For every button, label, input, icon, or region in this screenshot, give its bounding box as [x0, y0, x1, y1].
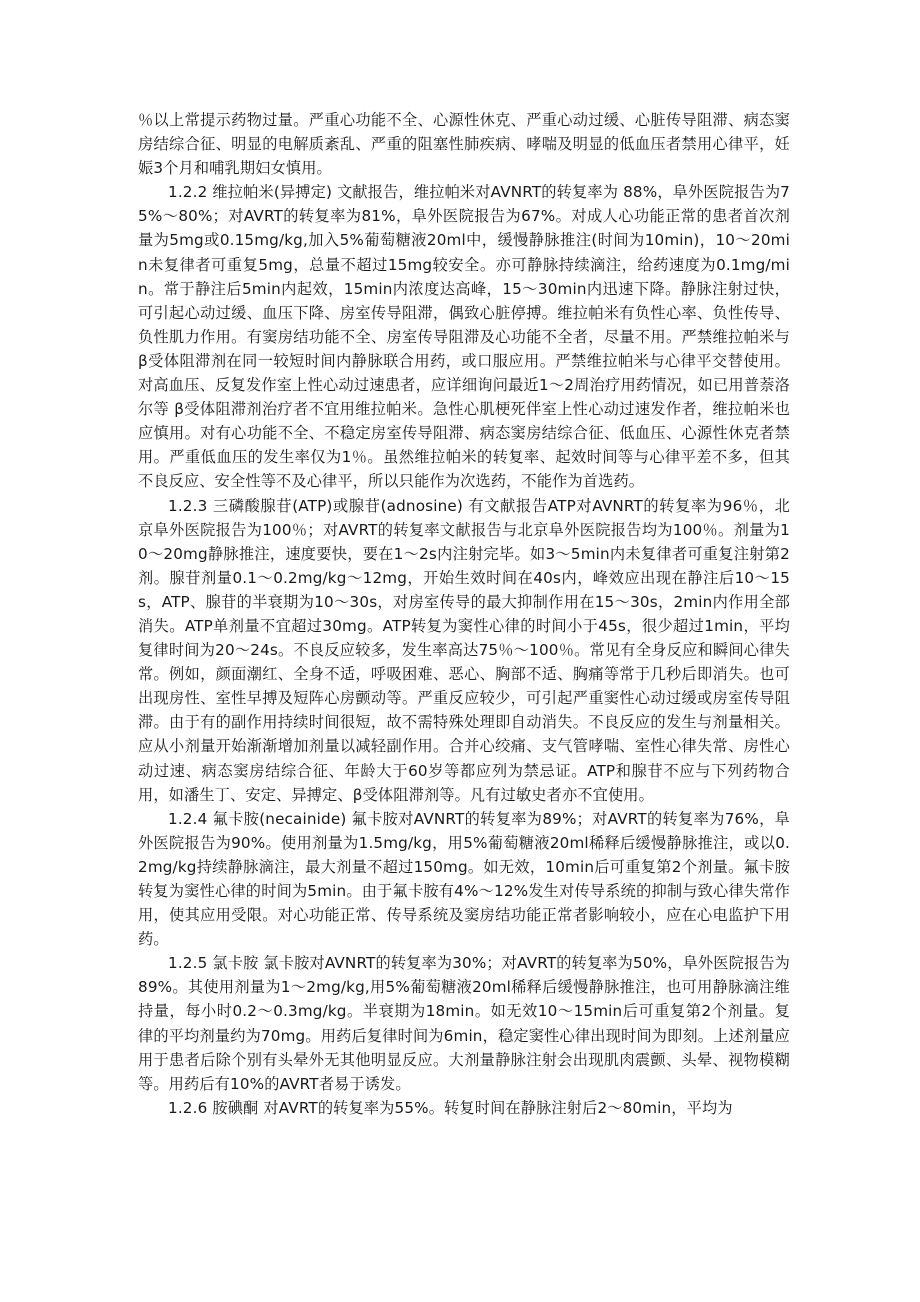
- paragraph-text: 文献报告，维拉帕米对AVNRT的转复率为 88%，阜外医院报告为75%～80%；对AVRT的转复率为81%，阜外医院报告为67%。对成人心功能正常的患者首次剂量为5mg或0.15mg/kg,加入5%葡萄糖液20ml中，缓慢静脉推注(时间为10min)，10～20min未复律者可重复5mg，总量不超过15mg较安全。亦可静脉持续滴注，给药速度为0.1mg/min。常于静注后5min内起效，15min内浓度达高峰，15～30min内迅速下降。静脉注射过快，可引起心动过缓、血压下降、房室传导阻滞，偶致心脏停搏。维拉帕米有负性心率、负性传导、负性肌力作用。有窦房结功能不全、房室传导阻滞及心功能不全者，尽量不用。严禁维拉帕米与β受体阻滞剂在同一较短时间内静脉联合用药，或口服应用。严禁维拉帕米与心律平交替使用。对高血压、反复发作室上性心动过速患者，应详细询问最近1～2周治疗用药情况，如已用普萘洛尔等 β受体阻滞剂治疗者不宜用维拉帕米。急性心肌梗死伴室上性心动过速发作者，维拉帕米也应慎用。对有心功能不全、不稳定房室传导阻滞、病态窦房结综合征、低血压、心源性休克者禁用。严重低血压的发生率仅为1％。虽然维拉帕米的转复率、起效时间等与心律平差不多，但其不良反应、安全性等不及心律平，所以只能作为次选药，不能作为首选药。: [138, 183, 790, 491]
- paragraph-heading: 1.2.3 三磷酸腺苷(ATP)或腺苷(adnosine): [168, 496, 463, 515]
- paragraph-amiodarone: [138, 1096, 790, 1120]
- paragraph-heading: 1.2.4 氟卡胺(necainide): [168, 809, 347, 828]
- paragraph-text: 对AVRT的转复率为55%。转复时间在静脉注射后2～80min，平均为: [258, 1098, 733, 1117]
- paragraph-text: 氯卡胺对AVNRT的转复率为30%；对AVRT的转复率为50%，阜外医院报告为89%。其使用剂量为1～2mg/kg,用5%葡萄糖液20ml稀释后缓慢静脉推注，也可用静脉滴注维持量，每小时0.2～0.3mg/kg。半衰期为18min。如无效10～15min后可重复第2个剂量。复律的平均剂量约为70mg。用药后复律时间为6min，稳定窦性心律出现时间为即刻。上述剂量应用于患者后除个别有头晕外无其他明显反应。大剂量静脉注射会出现肌肉震颤、头晕、视物模糊等。用药后有10%的AVRT者易于诱发。: [138, 954, 790, 1093]
- paragraph-atp: [138, 494, 790, 807]
- paragraph-verapamil: [138, 180, 790, 493]
- paragraph-text: ％以上常提示药物过量。严重心功能不全、心源性休克、严重心动过缓、心脏传导阻滞、病态窦房结综合征、明显的电解质紊乱、严重的阻塞性肺疾病、哮喘及明显的低血压者禁用心律平，妊娠3个月和哺乳期妇女慎用。: [138, 111, 790, 178]
- paragraph-heading: 1.2.2 维拉帕米(异搏定): [168, 183, 333, 202]
- document-body: [138, 108, 790, 1120]
- paragraph-lorcainide: [138, 951, 790, 1096]
- paragraph-1: [138, 108, 790, 180]
- paragraph-text: 氟卡胺对AVNRT的转复率为89%；对AVRT的转复率为76%，阜外医院报告为90%。使用剂量为1.5mg/kg，用5%葡萄糖液20ml稀释后缓慢静脉推注，或以0.2mg/kg持续静脉滴注，最大剂量不超过150mg。如无效，10min后可重复第2个剂量。氟卡胺转复为窦性心律的时间为5min。由于氟卡胺有4%～12%发生对传导系统的抑制与致心律失常作用，使其应用受限。对心功能正常、传导系统及窦房结功能正常者影响较小，应在心电监护下用药。: [138, 809, 790, 949]
- paragraph-heading: 1.2.6 胺碘酮: [168, 1098, 259, 1117]
- paragraph-heading: 1.2.5 氯卡胺: [168, 954, 259, 973]
- paragraph-flecainide: [138, 807, 790, 952]
- paragraph-text: 有文献报告ATP对AVNRT的转复率为96％，北京阜外医院报告为100％；对AVRT的转复率文献报告与北京阜外医院报告均为100％。剂量为10～20mg静脉推注，速度要快，要在1～2s内注射完毕。如3～5min内未复律者可重复注射第2剂。腺苷剂量0.1～0.2mg/kg～12mg，开始生效时间在40s内，峰效应出现在静注后10～15s，ATP、腺苷的半衰期为10～30s，对房室传导的最大抑制作用在15～30s，2min内作用全部消失。ATP单剂量不宜超过30mg。ATP转复为窦性心律的时间小于45s，很少超过1min，平均复律时间为20～24s。不良反应较多，发生率高达75％～100％。常见有全身反应和瞬间心律失常。例如，颜面潮红、全身不适，呼吸困难、恶心、胸部不适、胸痛等常于几秒后即消失。也可出现房性、室性早搏及短阵心房颤动等。严重反应较少，可引起严重窦性心动过缓或房室传导阻滞。由于有的副作用持续时间很短，故不需特殊处理即自动消失。不良反应的发生与剂量相关。应从小剂量开始渐渐增加剂量以减轻副作用。合并心绞痛、支气管哮喘、室性心律失常、房性心动过速、病态窦房结综合征、年龄大于60岁等都应列为禁忌证。ATP和腺苷不应与下列药物合用，如潘生丁、安定、异搏定、β受体阻滞剂等。凡有过敏史者亦不宜使用。: [138, 496, 790, 804]
